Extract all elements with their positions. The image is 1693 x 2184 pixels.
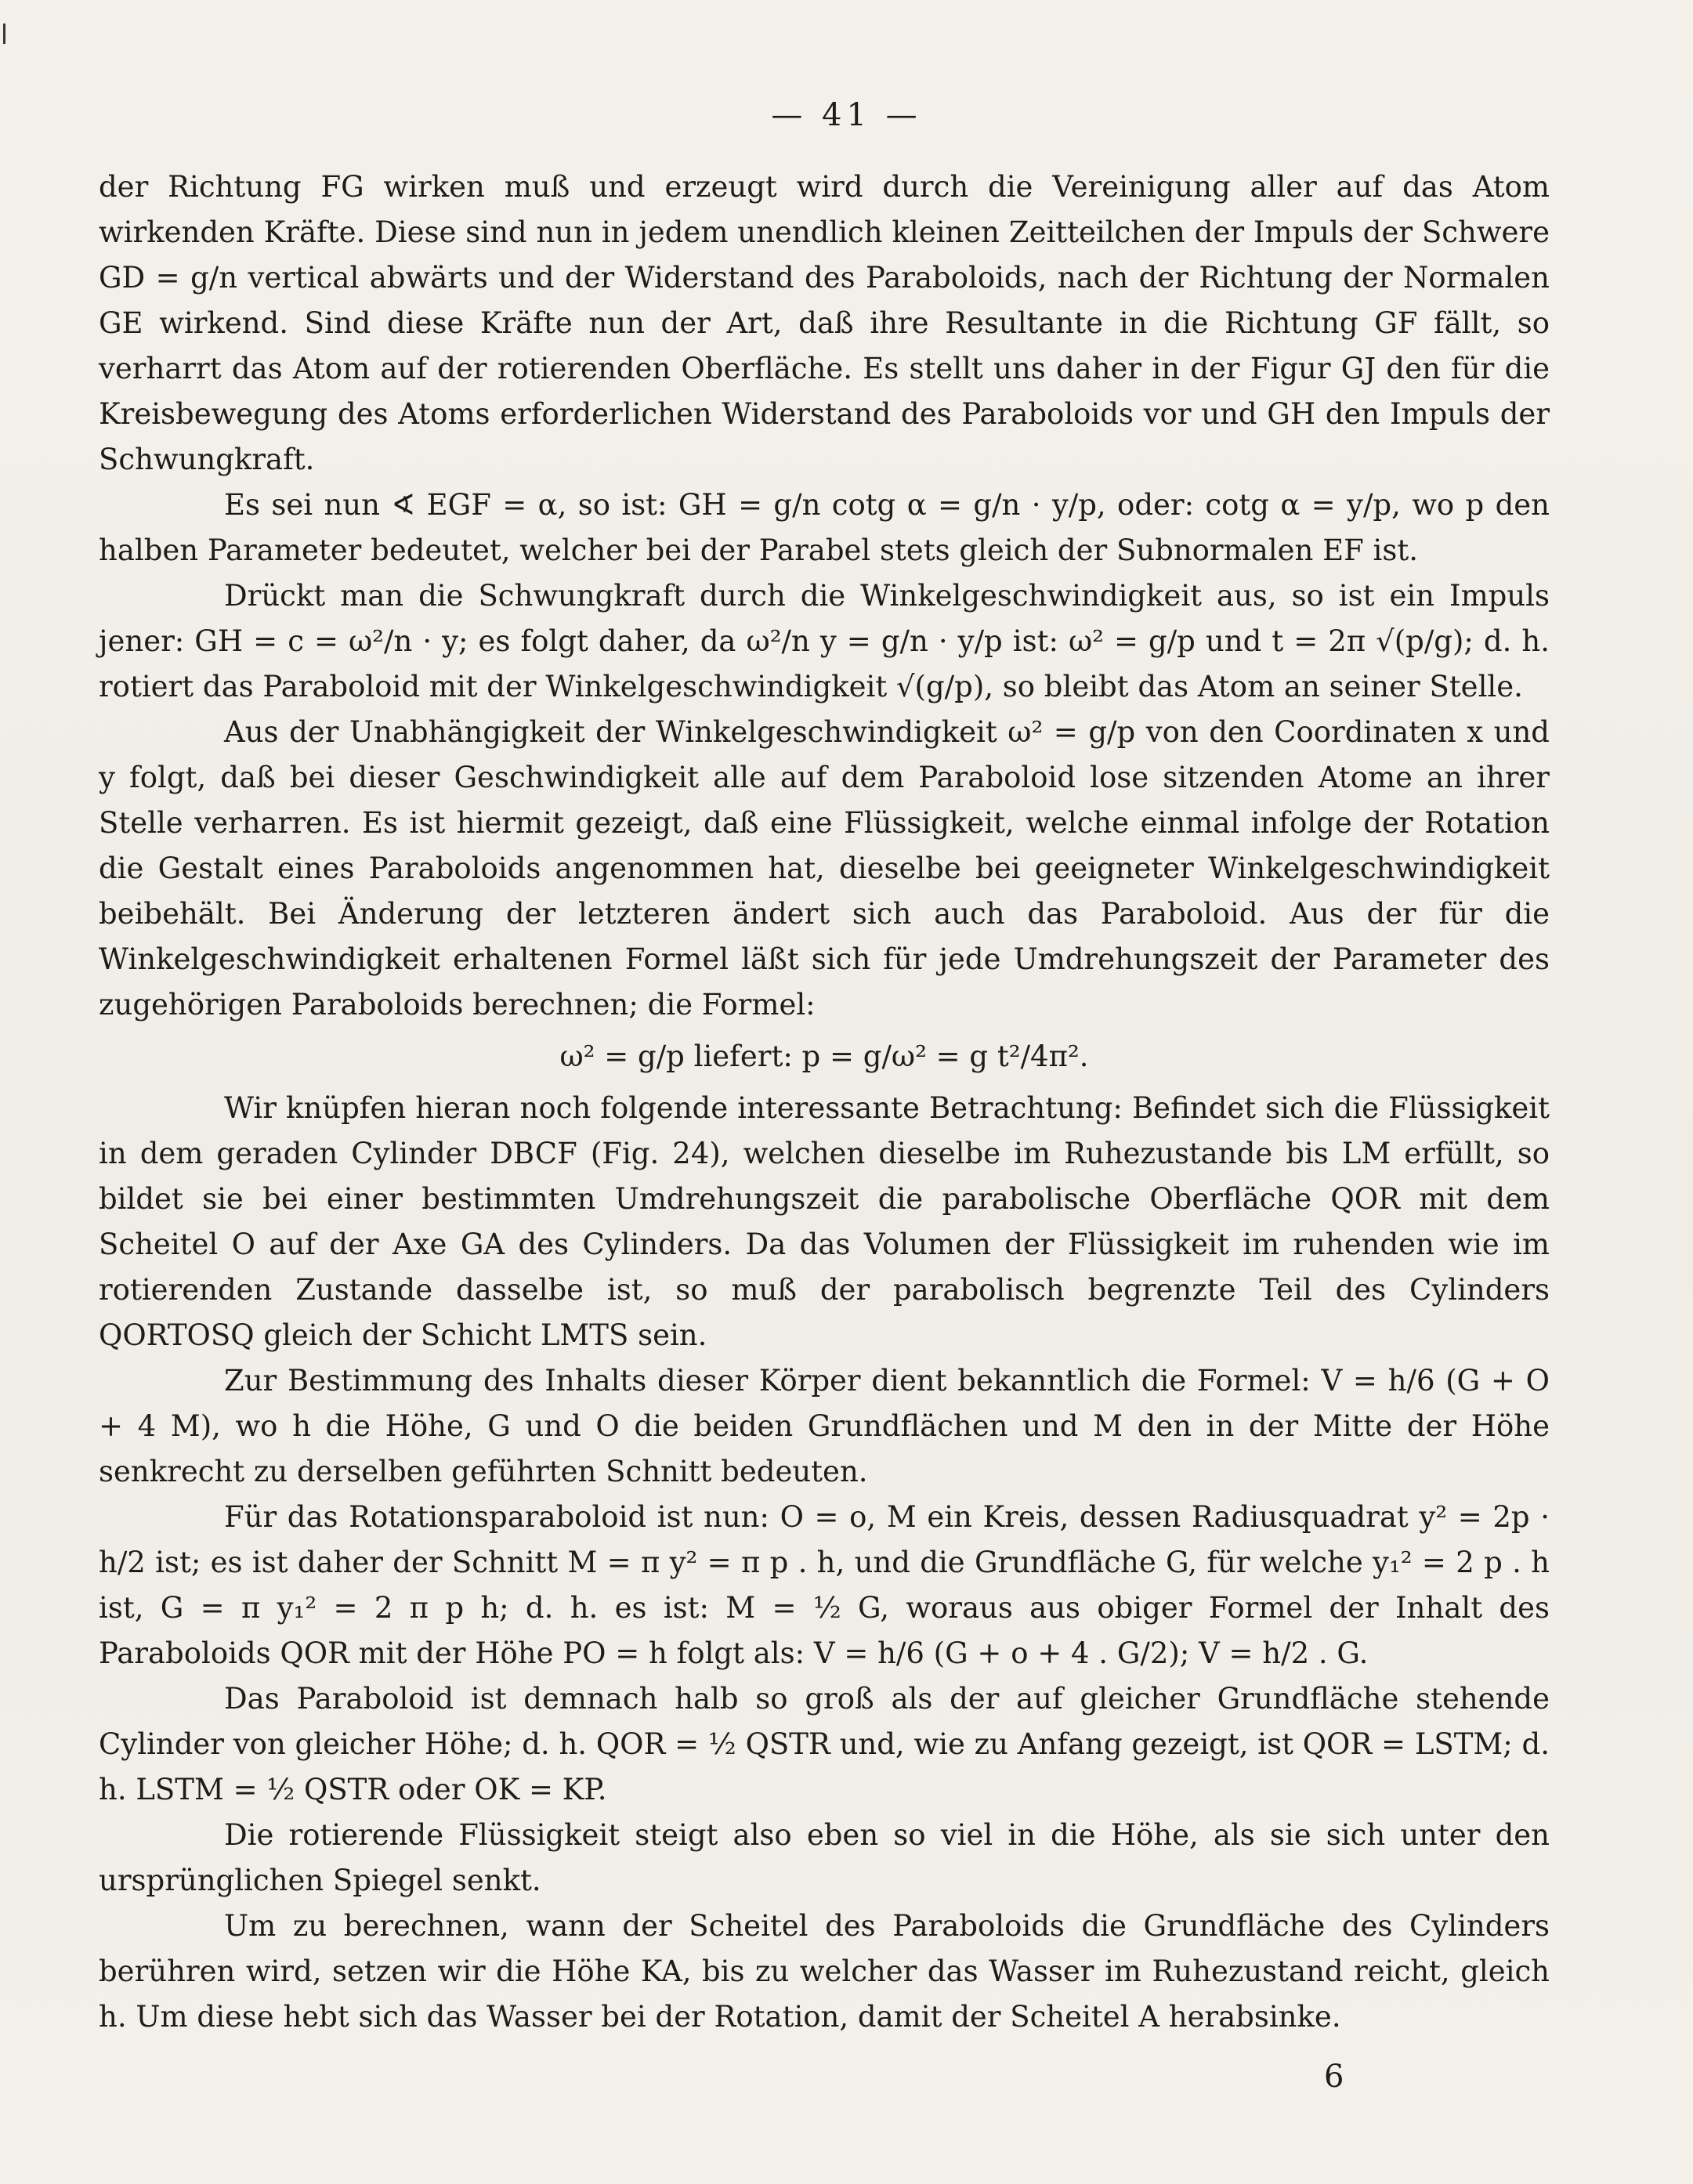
paragraph-6: Zur Bestimmung des Inhalts dieser Körper dient bekanntlich die Formel: V = h/6 (G + O + 4 M), wo h die Höhe, G und O die beiden Grundflächen und M den in der Mitte der Höhe senkrecht zu derselben geführten Schnitt bedeuten. [99,1364,1550,1488]
formula-parameter: ω² = g/p liefert: p = g/ω² = g t²/4π². [559,1040,1089,1073]
paragraph-1: der Richtung FG wirken muß und erzeugt wird durch die Vereinigung aller auf das Atom wirkenden Kräfte. Diese sind nun in jedem unendlich kleinen Zeitteilchen der Impuls der Schwere GD = g/n vertical abwärts und der Widerstand des Paraboloids, nach der Richtung der Normalen GE wirkend. Sind diese Kräfte nun der Art, daß ihre Resultante in die Richtung GF fällt, so verharrt das Atom auf der rotierenden Oberfläche. Es stellt uns daher in der Figur GJ den für die Kreisbewegung des Atoms erforderlichen Widerstand des Paraboloids vor und GH den Impuls der Schwungkraft. [99,170,1550,476]
margin-mark [3,24,5,44]
paragraph-9: Die rotierende Flüssigkeit steigt also eben so viel in die Höhe, als sie sich unter den ursprünglichen Spiegel senkt. [99,1818,1550,1897]
sheet-signature: 6 [1324,2059,1344,2095]
paragraph-8: Das Paraboloid ist demnach halb so groß als der auf gleicher Grundfläche stehende Cylinder von gleicher Höhe; d. h. QOR = ½ QSTR und, wie zu Anfang gezeigt, ist QOR = LSTM; d. h. LSTM = ½ QSTR oder OK = KP. [99,1682,1550,1806]
paragraph-10: Um zu berechnen, wann der Scheitel des Paraboloids die Grundfläche des Cylinders berühren wird, setzen wir die Höhe KA, bis zu welcher das Wasser im Ruhezustand reicht, gleich h. Um diese hebt sich das Wasser bei der Rotation, damit der Scheitel A herabsinke. [99,1909,1550,2034]
body-text [99,165,1550,2040]
paragraph-7: Für das Rotationsparaboloid ist nun: O = o, M ein Kreis, dessen Radiusquadrat y² = 2p · h/2 ist; es ist daher der Schnitt M = π y² = π p . h, und die Grundfläche G, für welche y₁² = 2 p . h ist, G = π y₁² = 2 π p h; d. h. es ist: M = ½ G, woraus aus obiger Formel der Inhalt des Paraboloids QOR mit der Höhe PO = h folgt als: V = h/6 (G + o + 4 . G/2); V = h/2 . G. [99,1500,1550,1670]
paragraph-3: Drückt man die Schwungkraft durch die Winkelgeschwindigkeit aus, so ist ein Impuls jener: GH = c = ω²/n · y; es folgt daher, da ω²/n y = g/n · y/p ist: ω² = g/p und t = 2π √(p/g); d. h. rotiert das Paraboloid mit der Winkelgeschwindigkeit √(g/p), so bleibt das Atom an seiner Stelle. [99,579,1550,703]
paragraph-5: Wir knüpfen hieran noch folgende interessante Betrachtung: Befindet sich die Flüssigkeit in dem geraden Cylinder DBCF (Fig. 24), welchen dieselbe im Ruhezustande bis LM erfüllt, so bildet sie bei einer bestimmten Umdrehungszeit die parabolische Oberfläche QOR mit dem Scheitel O auf der Axe GA des Cylinders. Da das Volumen der Flüssigkeit im ruhenden wie im rotierenden Zustande dasselbe ist, so muß der parabolisch begrenzte Teil des Cylinders QORTOSQ gleich der Schicht LMTS sein. [99,1091,1550,1352]
paragraph-2: Es sei nun ∢ EGF = α, so ist: GH = g/n cotg α = g/n · y/p, oder: cotg α = y/p, wo p den halben Parameter bedeutet, welcher bei der Parabel stets gleich der Subnormalen EF ist. [99,488,1550,567]
page-number: — 41 — [771,97,922,133]
paragraph-4: Aus der Unabhängigkeit der Winkelgeschwindigkeit ω² = g/p von den Coordinaten x und y folgt, daß bei dieser Geschwindigkeit alle auf dem Paraboloid lose sitzenden Atome an ihrer Stelle verharren. Es ist hiermit gezeigt, daß eine Flüssigkeit, welche einmal infolge der Rotation die Gestalt eines Paraboloids angenommen hat, dieselbe bei geeigneter Winkelgeschwindigkeit beibehält. Bei Änderung der letzteren ändert sich auch das Paraboloid. Aus der für die Winkelgeschwindigkeit erhaltenen Formel läßt sich für jede Umdrehungszeit der Parameter des zugehörigen Paraboloids berechnen; die Formel: [99,715,1550,1021]
